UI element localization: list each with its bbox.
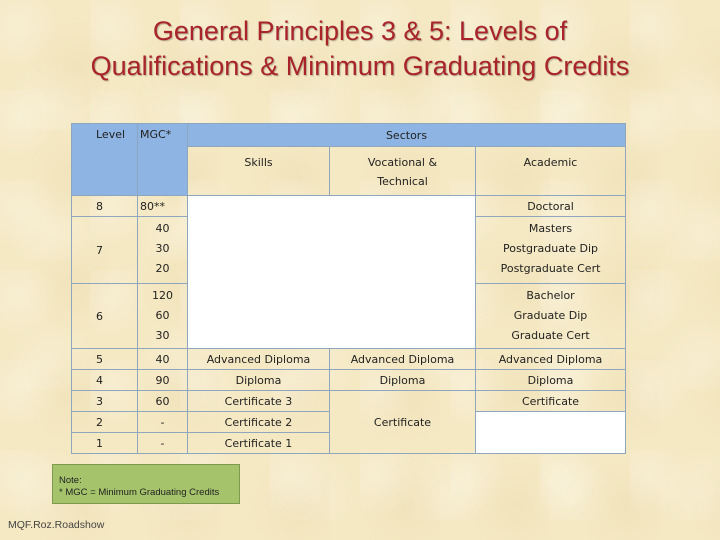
mgc-3: 60 [138,391,188,412]
mgc-6-b: 60 [155,309,170,322]
level-8: 8 [72,196,138,217]
mgc-7-b: 30 [155,242,170,255]
academic-6-c: Graduate Cert [511,329,590,342]
mgc-7 [138,217,188,284]
header-sectors: Sectors [188,124,626,147]
academic-6-b: Graduate Dip [513,309,588,322]
academic-5: Advanced Diploma [476,349,626,370]
mgc-4: 90 [138,370,188,391]
footer-label: MQF.Roz.Roadshow [8,519,105,531]
table-row [72,370,626,391]
level-3: 3 [72,391,138,412]
page-title [0,14,720,84]
vocational-certificate: Certificate [330,391,476,454]
level-5: 5 [72,349,138,370]
qualifications-table [71,123,626,454]
mgc-7-a: 40 [155,222,170,235]
table-row [72,391,626,412]
academic-blank [476,412,626,454]
mgc-6 [138,284,188,349]
academic-3: Certificate [476,391,626,412]
note-text: * MGC = Minimum Graduating Credits [59,487,220,498]
academic-7 [476,217,626,284]
mgc-6-c: 30 [155,329,170,342]
academic-7-a: Masters [528,222,573,235]
header-mgc: MGC* [138,124,188,196]
vocational-4: Diploma [330,370,476,391]
skills-1: Certificate 1 [188,433,330,454]
header-academic: Academic [476,147,626,196]
mgc-7-c: 20 [155,262,170,275]
header-skills: Skills [188,147,330,196]
vocational-5: Advanced Diploma [330,349,476,370]
table-row [72,196,626,217]
table-header-row [72,124,626,147]
skills-3: Certificate 3 [188,391,330,412]
level-2: 2 [72,412,138,433]
title-line-2: Qualifications & Minimum Graduating Credits [90,51,630,81]
academic-4: Diploma [476,370,626,391]
header-vocational: Vocational & Technical [330,147,476,196]
academic-7-b: Postgraduate Dip [502,242,599,255]
skills-4: Diploma [188,370,330,391]
academic-6-a: Bachelor [526,289,575,302]
note-box [52,464,240,504]
header-level: Level [72,124,138,196]
mgc-8: 80** [138,196,188,217]
blank-region [188,196,476,349]
academic-7-c: Postgraduate Cert [500,262,601,275]
note-heading: Note: [59,475,82,486]
mgc-2: - [138,412,188,433]
level-7: 7 [72,217,138,284]
mgc-5: 40 [138,349,188,370]
academic-6 [476,284,626,349]
academic-8: Doctoral [476,196,626,217]
skills-2: Certificate 2 [188,412,330,433]
table-row [72,349,626,370]
level-4: 4 [72,370,138,391]
level-6: 6 [72,284,138,349]
title-line-1: General Principles 3 & 5: Levels of [152,16,568,46]
skills-5: Advanced Diploma [188,349,330,370]
level-1: 1 [72,433,138,454]
mgc-6-a: 120 [152,289,173,302]
mgc-1: - [138,433,188,454]
